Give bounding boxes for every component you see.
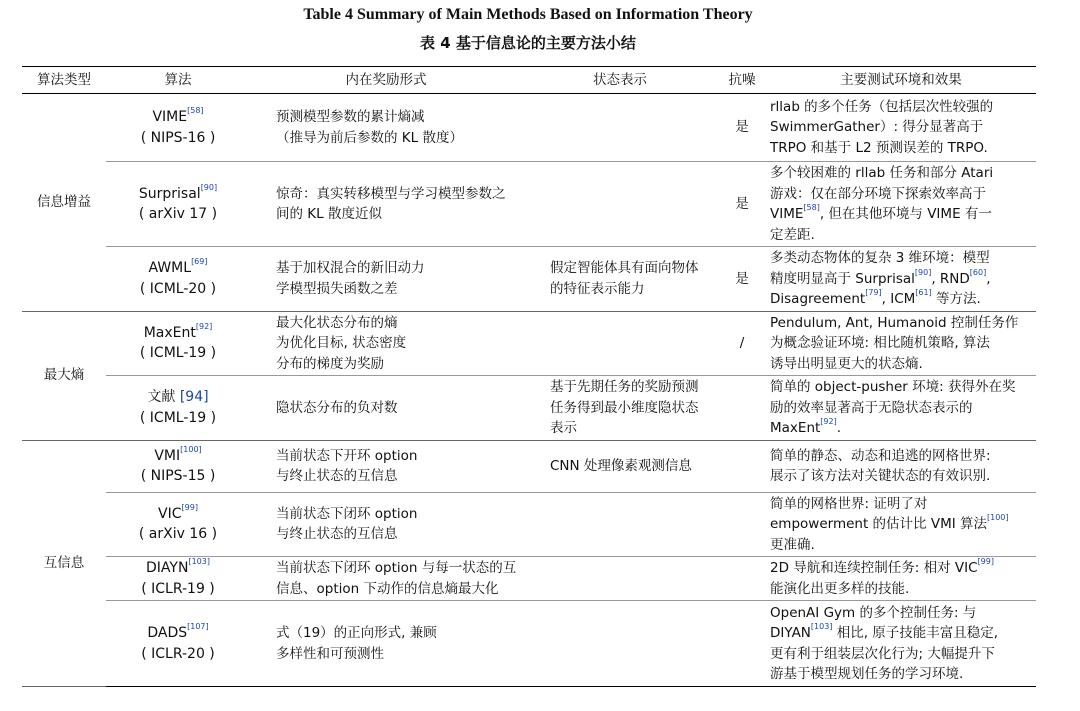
state-line: 假定智能体具有面向物体: [550, 260, 699, 277]
header-noise: 抗噪: [718, 67, 766, 94]
category-cell: 最大熵: [22, 311, 106, 440]
table-row: [22, 557, 1036, 601]
noise-cell: [718, 376, 766, 441]
effect-line: 精度明显高于 Surprisal[90], RND[60],: [770, 267, 991, 287]
effect-line: 展示了该方法对关键状态的有效识别.: [770, 468, 991, 484]
category-cell: 互信息: [22, 440, 106, 687]
effect-line: 简单的静态、动态和追逃的网格世界:: [770, 447, 991, 464]
effect-line: 更准确.: [770, 536, 815, 553]
citation-ref[interactable]: [103]: [188, 557, 210, 566]
state-line: 的特征表示能力: [550, 280, 645, 297]
algorithm-cell: [106, 311, 250, 376]
algorithm-venue: ( NIPS-15 ): [140, 468, 216, 484]
algorithm-name: 文献 [94]: [147, 389, 209, 406]
algorithm-venue: ( ICML-19 ): [139, 345, 217, 362]
header-algorithm: 算法: [106, 67, 250, 94]
noise-cell: 是: [718, 247, 766, 312]
algorithm-cell: [106, 94, 250, 162]
state-cell: [522, 376, 718, 441]
reward-line: 分布的梯度为奖励: [276, 355, 384, 372]
effect-line: VIME[58], 但在其他环境与 VIME 有一: [770, 203, 992, 222]
citation-ref[interactable]: [107]: [187, 622, 209, 631]
algorithm-venue: ( ICML-20 ): [139, 280, 217, 297]
algorithm-name: Surprisal[90]: [138, 182, 218, 202]
reward-line: 当前状态下闭环 option 与每一状态的互: [276, 560, 517, 576]
effect-line: rllab 的多个任务（包括层次性较强的: [770, 98, 994, 115]
reward-line: 最大化状态分布的熵: [276, 314, 398, 331]
algorithm-name: VIME[58]: [152, 106, 204, 125]
effect-cell: [766, 376, 1036, 441]
algorithm-cell: [106, 162, 250, 247]
effect-cell: [766, 94, 1036, 162]
table-row: [22, 311, 1036, 376]
methods-table: [22, 66, 1036, 687]
effect-line: 多个较困难的 rllab 任务和部分 Atari: [770, 165, 994, 181]
header-state: 状态表示: [522, 67, 718, 94]
state-cell: [522, 440, 718, 492]
citation-ref[interactable]: [94]: [179, 389, 209, 406]
algorithm-name: DIAYN[103]: [146, 557, 210, 576]
reward-line: （推导为前后参数的 KL 散度）: [276, 129, 463, 146]
algorithm-cell: [106, 601, 250, 687]
citation-ref[interactable]: [100]: [180, 444, 202, 454]
effect-line: 更有利于组装层次化行为; 大幅提升下: [770, 645, 995, 662]
effect-cell: [766, 247, 1036, 312]
effect-line: MaxEnt[92].: [770, 417, 842, 436]
effect-line: empowerment 的估计比 VMI 算法[100]: [770, 513, 1009, 532]
noise-cell: 是: [718, 162, 766, 247]
reward-cell: [250, 376, 522, 441]
header-effect: 主要测试环境和效果: [766, 67, 1036, 94]
effect-cell: [766, 162, 1036, 247]
effect-line: DIYAN[103] 相比, 原子技能丰富且稳定,: [770, 622, 999, 641]
algorithm-cell: [106, 492, 250, 557]
reward-cell: [250, 440, 522, 492]
citation-ref[interactable]: [61]: [915, 288, 932, 297]
reward-cell: [250, 557, 522, 601]
header-category: 算法类型: [22, 67, 106, 94]
table-title-english: Table 4 Summary of Main Methods Based on Information Theory: [303, 6, 753, 23]
algorithm-venue: ( ICLR-20 ): [141, 645, 215, 662]
state-cell: [522, 94, 718, 162]
effect-line: 游基于模型规划任务的学习环境.: [770, 666, 964, 682]
noise-cell: [718, 557, 766, 601]
algorithm-cell: [106, 247, 250, 312]
effect-line: Disagreement[79], ICM[61] 等方法.: [770, 288, 981, 307]
effect-line: 简单的网格世界: 证明了对: [770, 495, 928, 512]
table-title-chinese: 表 4 基于信息论的主要方法小结: [420, 34, 636, 52]
table-row: [22, 94, 1036, 162]
citation-ref[interactable]: [79]: [865, 288, 882, 297]
citation-ref[interactable]: [58]: [187, 106, 204, 115]
algorithm-name: MaxEnt[92]: [143, 321, 213, 341]
effect-line: 2D 导航和连续控制任务: 相对 VIC[99]: [770, 557, 994, 576]
reward-cell: [250, 492, 522, 557]
citation-ref[interactable]: [103]: [810, 622, 833, 631]
header-reward: 内在奖励形式: [250, 67, 522, 94]
table-row: [22, 440, 1036, 492]
reward-line: 与终止状态的互信息: [276, 468, 398, 484]
algorithm-name: DADS[107]: [147, 622, 209, 641]
effect-line: TRPO 和基于 L2 预测误差的 TRPO.: [770, 139, 988, 156]
effect-line: 励的效率显著高于无隐状态表示的: [770, 399, 973, 416]
algorithm-cell: [106, 376, 250, 441]
effect-cell: [766, 311, 1036, 376]
citation-ref[interactable]: [92]: [820, 417, 837, 426]
citation-ref[interactable]: [100]: [987, 513, 1009, 522]
noise-cell: [718, 440, 766, 492]
effect-line: Pendulum, Ant, Humanoid 控制任务作: [770, 314, 1019, 331]
algorithm-venue: ( arXiv 16 ): [138, 526, 218, 543]
citation-ref[interactable]: [60]: [969, 267, 987, 277]
noise-cell: [718, 601, 766, 687]
effect-cell: [766, 440, 1036, 492]
citation-ref[interactable]: [90]: [914, 267, 932, 277]
citation-ref[interactable]: [99]: [977, 557, 994, 566]
reward-line: 学模型损失函数之差: [276, 280, 398, 297]
reward-line: 基于加权混合的新旧动力: [276, 260, 425, 277]
algorithm-name: VMI[100]: [154, 444, 202, 464]
table-row: [22, 376, 1036, 441]
reward-line: 间的 KL 散度近似: [276, 206, 382, 222]
reward-line: 惊奇：真实转移模型与学习模型参数之: [276, 185, 506, 202]
effect-line: 为概念验证环境: 相比随机策略, 算法: [770, 335, 990, 351]
state-line: 表示: [550, 420, 577, 436]
citation-ref[interactable]: [99]: [181, 502, 198, 512]
table-row: [22, 247, 1036, 312]
effect-line: 简单的 object-pusher 环境: 获得外在奖: [770, 379, 1016, 395]
effect-line: 定差距.: [770, 226, 815, 243]
algorithm-cell: [106, 440, 250, 492]
effect-line: OpenAI Gym 的多个控制任务: 与: [770, 604, 977, 621]
table-row: [22, 162, 1036, 247]
effect-line: 多类动态物体的复杂 3 维环境：模型: [770, 250, 990, 266]
state-line: 任务得到最小维度隐状态: [550, 399, 699, 416]
effect-line: SwimmerGather）: 得分显著高于: [770, 119, 984, 136]
state-cell: [522, 557, 718, 601]
reward-line: 当前状态下闭环 option: [276, 505, 418, 522]
reward-line: 多样性和可预测性: [276, 645, 384, 662]
algorithm-name: VIC[99]: [158, 502, 198, 522]
noise-cell: [718, 492, 766, 557]
effect-line: 诱导出明显更大的状态熵.: [770, 355, 923, 372]
state-line: CNN 处理像素观测信息: [550, 457, 692, 474]
citation-ref[interactable]: [90]: [200, 182, 218, 192]
citation-ref[interactable]: [69]: [191, 257, 208, 267]
algorithm-venue: ( arXiv 17 ): [138, 206, 218, 222]
state-cell: [522, 311, 718, 376]
table-row: [22, 492, 1036, 557]
noise-cell: /: [718, 311, 766, 376]
effect-cell: [766, 492, 1036, 557]
state-cell: [522, 162, 718, 247]
reward-cell: [250, 94, 522, 162]
reward-cell: [250, 162, 522, 247]
state-cell: [522, 492, 718, 557]
effect-line: 游戏：仅在部分环境下探索效率高于: [770, 185, 986, 202]
reward-line: 当前状态下开环 option: [276, 447, 418, 464]
reward-line: 与终止状态的互信息: [276, 526, 398, 543]
algorithm-cell: [106, 557, 250, 601]
state-cell: [522, 247, 718, 312]
reward-cell: [250, 247, 522, 312]
effect-line: 能演化出更多样的技能.: [770, 580, 910, 597]
citation-ref[interactable]: [58]: [803, 203, 820, 212]
algorithm-name: AWML[69]: [148, 257, 208, 277]
reward-line: 式（19）的正向形式, 兼顾: [276, 625, 437, 641]
reward-line: 预测模型参数的累计熵减: [276, 109, 425, 125]
effect-cell: [766, 557, 1036, 601]
state-cell: [522, 601, 718, 687]
reward-line: 隐状态分布的负对数: [276, 399, 398, 416]
algorithm-venue: ( ICML-19 ): [139, 409, 217, 426]
effect-cell: [766, 601, 1036, 687]
category-cell: 信息增益: [22, 94, 106, 312]
algorithm-venue: ( NIPS-16 ): [140, 129, 216, 146]
reward-cell: [250, 311, 522, 376]
header-row: [22, 67, 1036, 94]
reward-line: 信息、option 下动作的信息熵最大化: [276, 580, 499, 597]
noise-cell: 是: [718, 94, 766, 162]
algorithm-venue: ( ICLR-19 ): [141, 580, 215, 597]
reward-cell: [250, 601, 522, 687]
table-row: [22, 601, 1036, 687]
state-line: 基于先期任务的奖励预测: [550, 379, 699, 395]
citation-ref[interactable]: [92]: [195, 321, 213, 331]
reward-line: 为优化目标, 状态密度: [276, 335, 407, 351]
